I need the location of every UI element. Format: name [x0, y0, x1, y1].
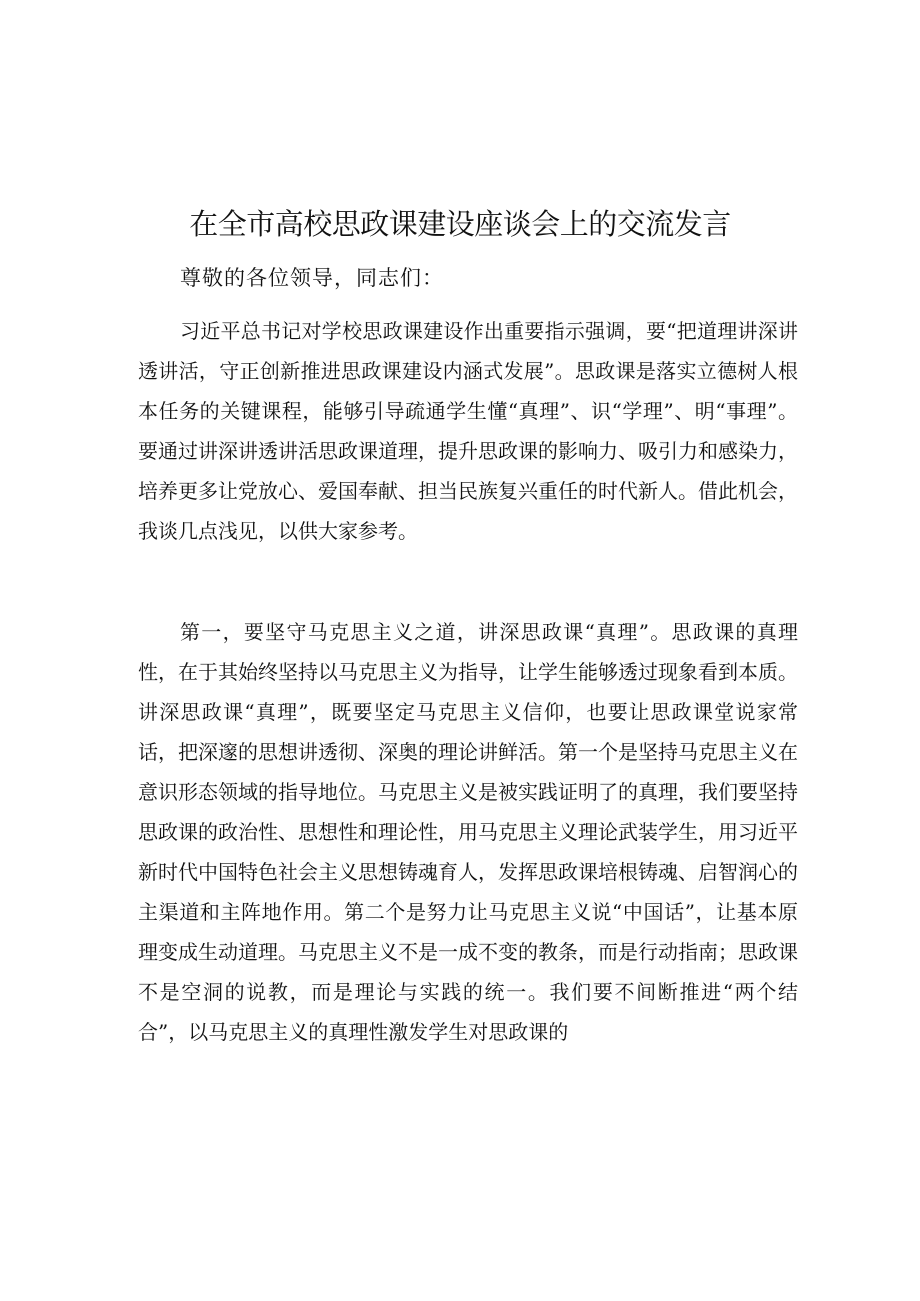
- paragraph-intro: 习近平总书记对学校思政课建设作出重要指示强调，要“把道理讲深讲透讲活，守正创新推进思政课建设内涵式发展”。思政课是落实立德树人根本任务的关键课程，能够引导疏通学生懂“真理”、识“学理”、明“事理”。要通过讲深讲透讲活思政课道理，提升思政课的影响力、吸引力和感染力，培养更多让党放心、爱国奉献、担当民族复兴重任的时代新人。借此机会，我谈几点浅见，以供大家参考。: [138, 319, 798, 543]
- salutation: 尊敬的各位领导，同志们：: [180, 266, 444, 290]
- document-title: 在全市高校思政课建设座谈会上的交流发言: [189, 207, 731, 241]
- paragraph-point-one: 第一，要坚守马克思主义之道，讲深思政课“真理”。思政课的真理性，在于其始终坚持以马克思主义为指导，让学生能够透过现象看到本质。讲深思政课“真理”，既要坚定马克思主义信仰，也要让思政课堂说家常话，把深邃的思想讲透彻、深奥的理论讲鲜活。第一个是坚持马克思主义在意识形态领域的指导地位。马克思主义是被实践证明了的真理，我们要坚持思政课的政治性、思想性和理论性，用马克思主义理论武装学生，用习近平新时代中国特色社会主义思想铸魂育人，发挥思政课培根铸魂、启智润心的主渠道和主阵地作用。第二个是努力让马克思主义说“中国话”，让基本原理变成生动道理。马克思主义不是一成不变的教条，而是行动指南；思政课不是空洞的说教，而是理论与实践的统一。我们要不间断推进“两个结合”，以马克思主义的真理性激发学生对思政课的: [138, 620, 798, 1044]
